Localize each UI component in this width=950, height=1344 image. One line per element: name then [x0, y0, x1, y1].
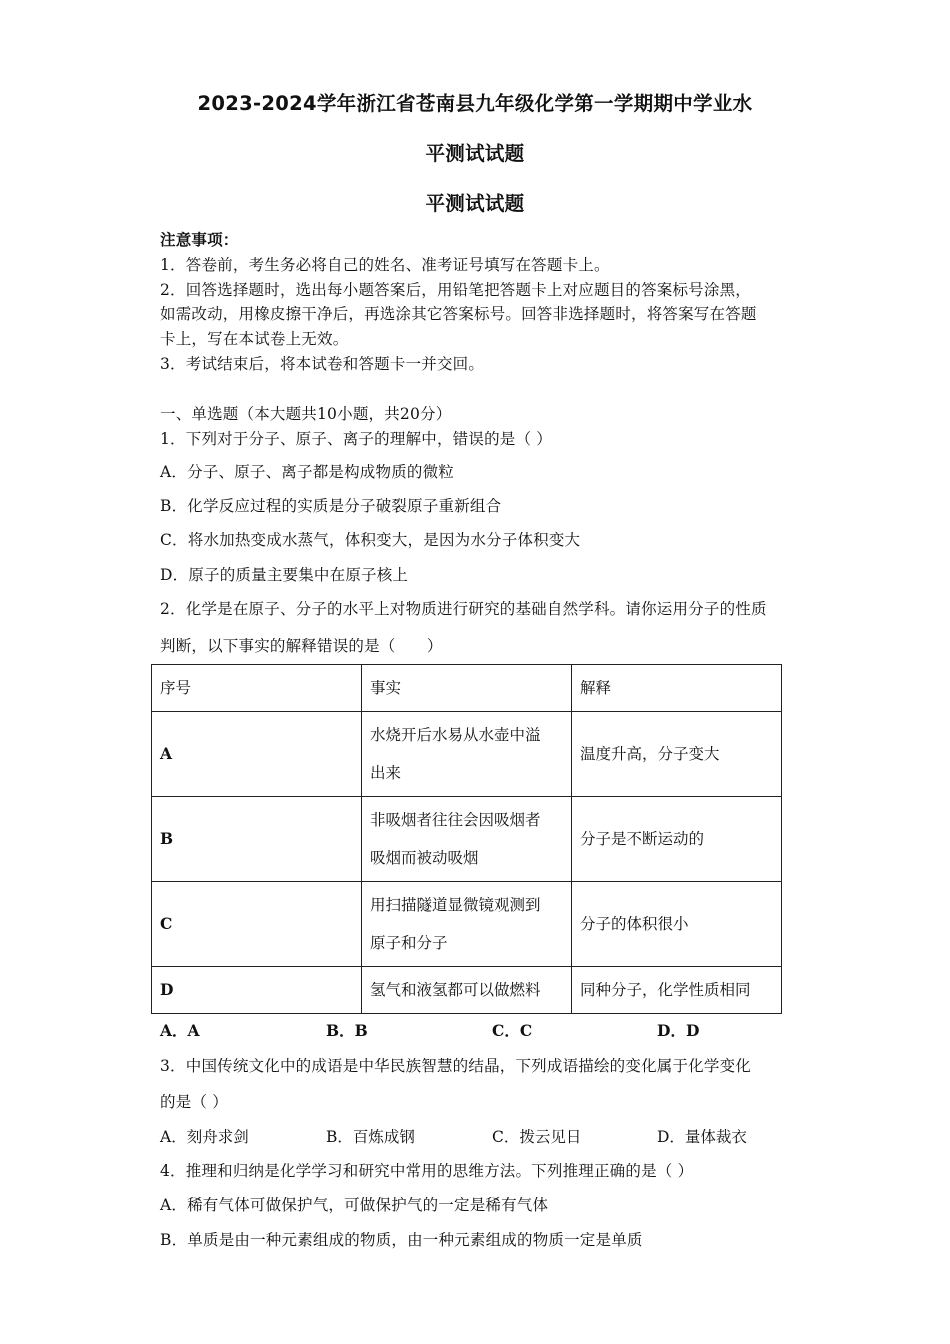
- row-id: C: [152, 882, 362, 967]
- notice-item-2-line-3: 卡上，写在本试卷上无效。: [160, 330, 349, 348]
- q3-option-c: C．拨云见日: [492, 1128, 582, 1146]
- notice-item-2-line-1: 2．回答选择题时，选出每小题答案后，用铅笔把答题卡上对应题目的答案标号涂黑，: [160, 281, 751, 299]
- notice-item-2-line-2: 如需改动，用橡皮擦干净后，再选涂其它答案标号。回答非选择题时，将答案写在答题: [160, 305, 757, 323]
- q4-option-a: A．稀有气体可做保护气，可做保护气的一定是稀有气体: [160, 1196, 549, 1214]
- document-title-line-1: 2023-2024学年浙江省苍南县九年级化学第一学期期中学业水: [197, 92, 753, 115]
- header-explain: 解释: [572, 665, 782, 712]
- q2-option-a: A．A: [160, 1021, 200, 1040]
- header-id: 序号: [152, 665, 362, 712]
- row-fact-line-1: 水烧开后水易从水壶中溢: [370, 726, 541, 744]
- section-heading: 一、单选题（本大题共10小题，共20分）: [160, 405, 452, 423]
- row-id: B: [152, 797, 362, 882]
- row-id: A: [152, 712, 362, 797]
- row-explain: 分子是不断运动的: [572, 797, 782, 882]
- row-fact: [362, 882, 572, 967]
- row-fact-line-2: 原子和分子: [370, 934, 448, 952]
- q4-stem: 4．推理和归纳是化学学习和研究中常用的思维方法。下列推理正确的是（ ）: [160, 1162, 694, 1180]
- row-fact: [362, 797, 572, 882]
- q3-option-a: A．刻舟求剑: [160, 1128, 249, 1146]
- table-row: [152, 882, 782, 967]
- notice-item-1: 1．答卷前，考生务必将自己的姓名、准考证号填写在答题卡上。: [160, 256, 610, 274]
- q2-option-b: B．B: [326, 1021, 368, 1040]
- q4-option-b: B．单质是由一种元素组成的物质，由一种元素组成的物质一定是单质: [160, 1231, 643, 1249]
- row-fact-line-2: 吸烟而被动吸烟: [370, 849, 479, 867]
- q2-stem-line-2: 判断，以下事实的解释错误的是（ ）: [160, 637, 443, 655]
- notice-item-3: 3．考试结束后，将本试卷和答题卡一并交回。: [160, 355, 485, 373]
- row-explain: 分子的体积很小: [572, 882, 782, 967]
- facts-table: [151, 664, 782, 1014]
- q3-option-d: D．量体裁衣: [657, 1128, 747, 1146]
- table-row: [152, 967, 782, 1014]
- q1-option-c: C．将水加热变成水蒸气，体积变大，是因为水分子体积变大: [160, 531, 581, 549]
- q1-option-b: B．化学反应过程的实质是分子破裂原子重新组合: [160, 497, 502, 515]
- row-fact: [362, 712, 572, 797]
- table-header-row: [152, 665, 782, 712]
- row-fact-line-1: 用扫描隧道显微镜观测到: [370, 896, 541, 914]
- document-subtitle: 平测试试题: [425, 192, 525, 215]
- q2-stem-line-1: 2．化学是在原子、分子的水平上对物质进行研究的基础自然学科。请你运用分子的性质: [160, 600, 767, 618]
- q1-stem: 1．下列对于分子、原子、离子的理解中，错误的是（ ）: [160, 430, 552, 448]
- header-fact: 事实: [362, 665, 572, 712]
- q3-stem-line-2: 的是（ ）: [160, 1093, 228, 1111]
- table-row: [152, 797, 782, 882]
- q1-option-d: D．原子的质量主要集中在原子核上: [160, 566, 409, 584]
- q2-option-c: C．C: [492, 1021, 533, 1040]
- row-id: D: [152, 967, 362, 1014]
- row-fact: 氢气和液氢都可以做燃料: [362, 967, 572, 1014]
- row-explain: 温度升高，分子变大: [572, 712, 782, 797]
- q1-option-a: A．分子、原子、离子都是构成物质的微粒: [160, 463, 454, 481]
- q3-option-b: B．百炼成钢: [326, 1128, 415, 1146]
- document-title-line-2: 平测试试题: [425, 142, 525, 165]
- q3-stem-line-1: 3．中国传统文化中的成语是中华民族智慧的结晶，下列成语描绘的变化属于化学变化: [160, 1057, 751, 1075]
- q2-option-d: D．D: [657, 1021, 700, 1040]
- row-explain: 同种分子，化学性质相同: [572, 967, 782, 1014]
- row-fact-line-2: 出来: [370, 764, 402, 782]
- row-fact-line-1: 非吸烟者往往会因吸烟者: [370, 811, 541, 829]
- table-row: [152, 712, 782, 797]
- notice-heading: 注意事项：: [160, 230, 239, 249]
